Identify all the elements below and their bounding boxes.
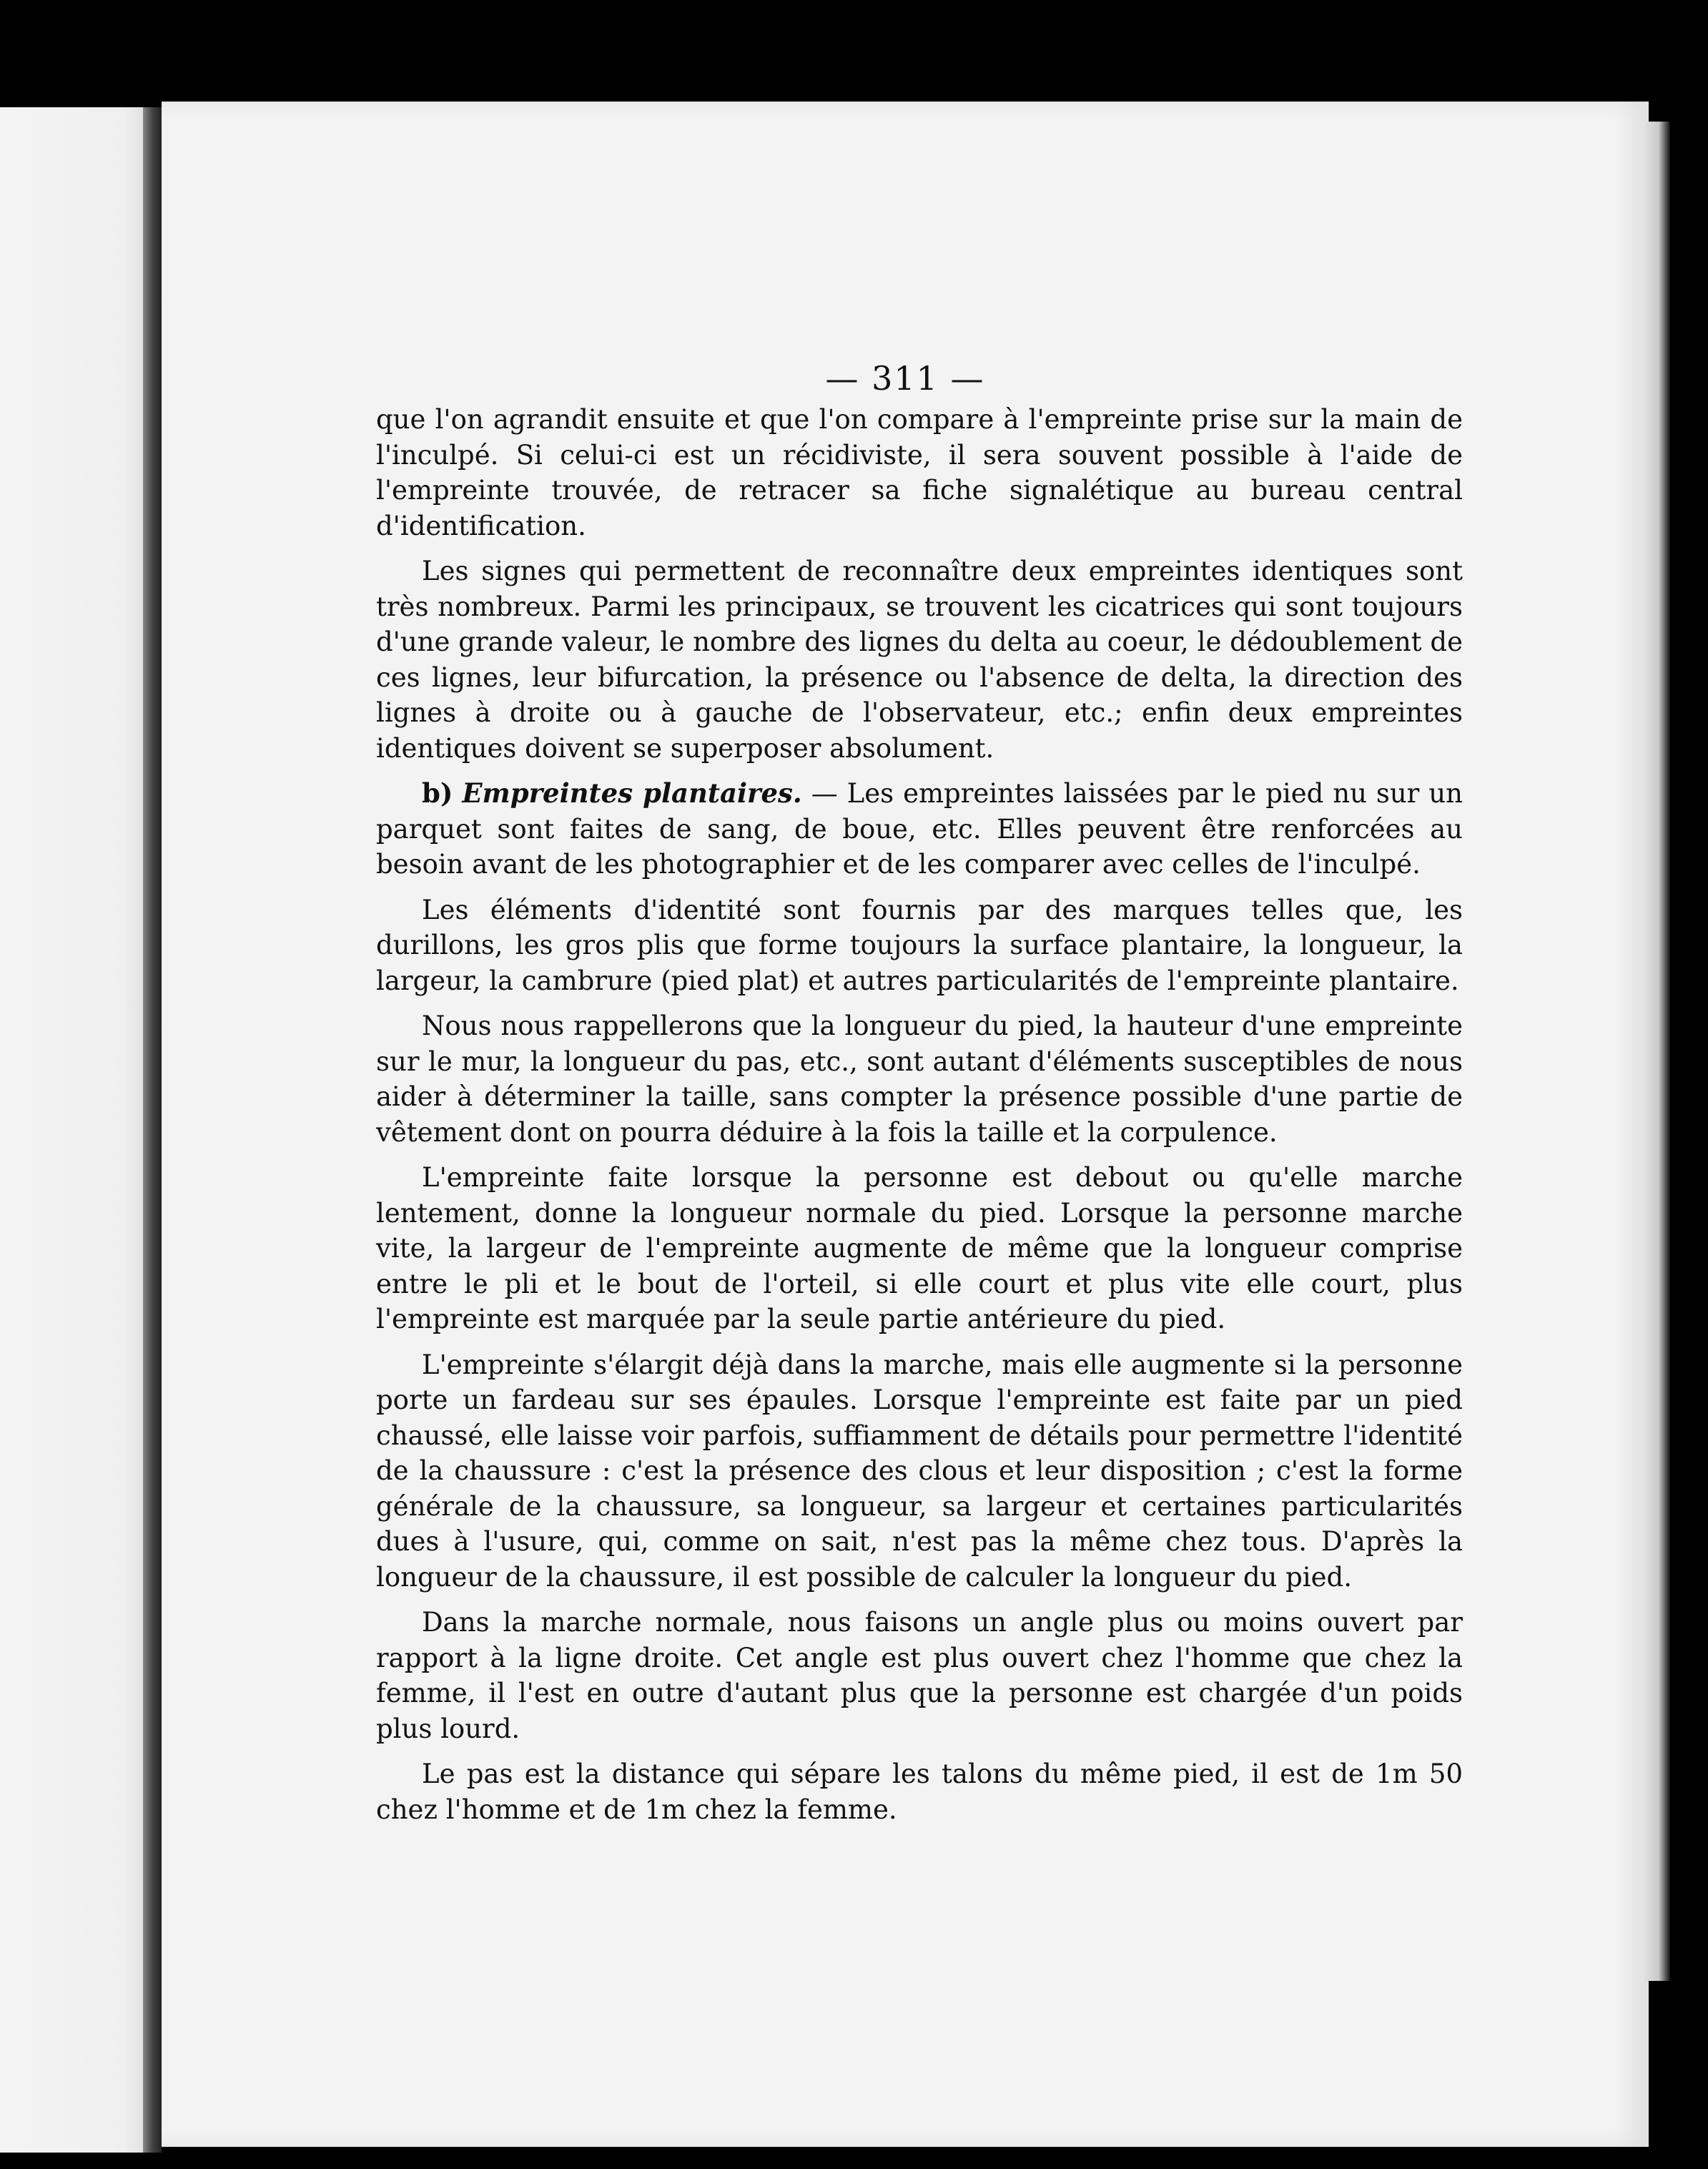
paragraph-continuation: que l'on agrandit ensuite et que l'on compare à l'empreinte prise sur la main de l'inculpé. Si celui-ci est un récidiviste, il sera souvent possible à l'aide de l'empreinte trouvée, de retracer sa fiche signalétique au bureau central d'identification. bbox=[376, 404, 1463, 541]
section-label: b) bbox=[422, 777, 453, 809]
document-page bbox=[162, 102, 1649, 2147]
paragraph-walking-angle: Dans la marche normale, nous faisons un angle plus ou moins ouvert par rapport à la ligne droite. Cet angle est plus ouvert chez l'homme que chez la femme, il l'est en outre d'autant plus que la personne est chargée d'un poids plus lourd. bbox=[376, 1607, 1463, 1744]
facing-page-edge bbox=[0, 107, 156, 2153]
paragraph-walking-speed: L'empreinte faite lorsque la personne est debout ou qu'elle marche lentement, donne la longueur normale du pied. Lorsque la personne marche vite, la largeur de l'empreinte augmente de même que la longueur comprise entre le pli et le bout de l'orteil, si elle court et plus vite elle court, plus l'empreinte est marquée par la seule partie antérieure du pied. bbox=[376, 1162, 1463, 1334]
paragraph-shoe-prints: L'empreinte s'élargit déjà dans la marche, mais elle augmente si la personne porte un fardeau sur ses épaules. Lorsque l'empreinte est faite par un pied chaussé, elle laisse voir parfois, suffiamment de détails pour permettre l'identité de la chaussure : c'est la présence des clous et leur disposition ; c'est la forme générale de la chaussure, sa longueur, sa largeur et certaines particularités dues à l'usure, qui, comme on sait, n'est pas la même chez tous. D'après la longueur de la chaussure, il est possible de calculer la longueur du pied. bbox=[376, 1349, 1463, 1593]
book-spine bbox=[143, 107, 162, 2153]
page-stack-edge bbox=[1642, 122, 1670, 1981]
paragraph-height-estimation: Nous nous rappellerons que la longueur du pied, la hauteur d'une empreinte sur le mur, la longueur du pas, etc., sont autant d'éléments susceptibles de nous aider à déterminer la taille, sans compter la présence possible d'une partie de vêtement dont on pourra déduire à la fois la taille et la corpulence. bbox=[376, 1010, 1463, 1148]
paragraph-identity-elements: Les éléments d'identité sont fournis par des marques telles que, les durillons, les gros plis que forme toujours la surface plantaire, la longueur, la largeur, la cambrure (pied plat) et autres particularités de l'empreinte plantaire. bbox=[376, 894, 1463, 996]
body-text bbox=[376, 402, 1463, 1837]
section-heading: Empreintes plantaires. bbox=[462, 777, 802, 809]
section-text: — Les empreintes laissées par le pied nu sur un parquet sont faites de sang, de boue, etc. Elles peuvent être renforcées au besoin avant de les photographier et de les comparer avec celles de l'inculpé. bbox=[376, 778, 1463, 880]
page-number: — 311 — bbox=[825, 359, 985, 398]
paragraph-identical-signs: Les signes qui permettent de reconnaître deux empreintes identiques sont très nombreux. Parmi les principaux, se trouvent les cicatrices qui sont toujours d'une grande valeur, le nombre des lignes du delta au coeur, le dédoublement de ces lignes, leur bifurcation, la présence ou l'absence de delta, la direction des lignes à droite ou à gauche de l'observateur, etc.; enfin deux empreintes identiques doivent se superposer absolument. bbox=[376, 556, 1463, 764]
paragraph-plantar-prints bbox=[376, 776, 1463, 882]
paragraph-step-length: Le pas est la distance qui sépare les talons du même pied, il est de 1m 50 chez l'homme et de 1m chez la femme. bbox=[376, 1759, 1463, 1825]
